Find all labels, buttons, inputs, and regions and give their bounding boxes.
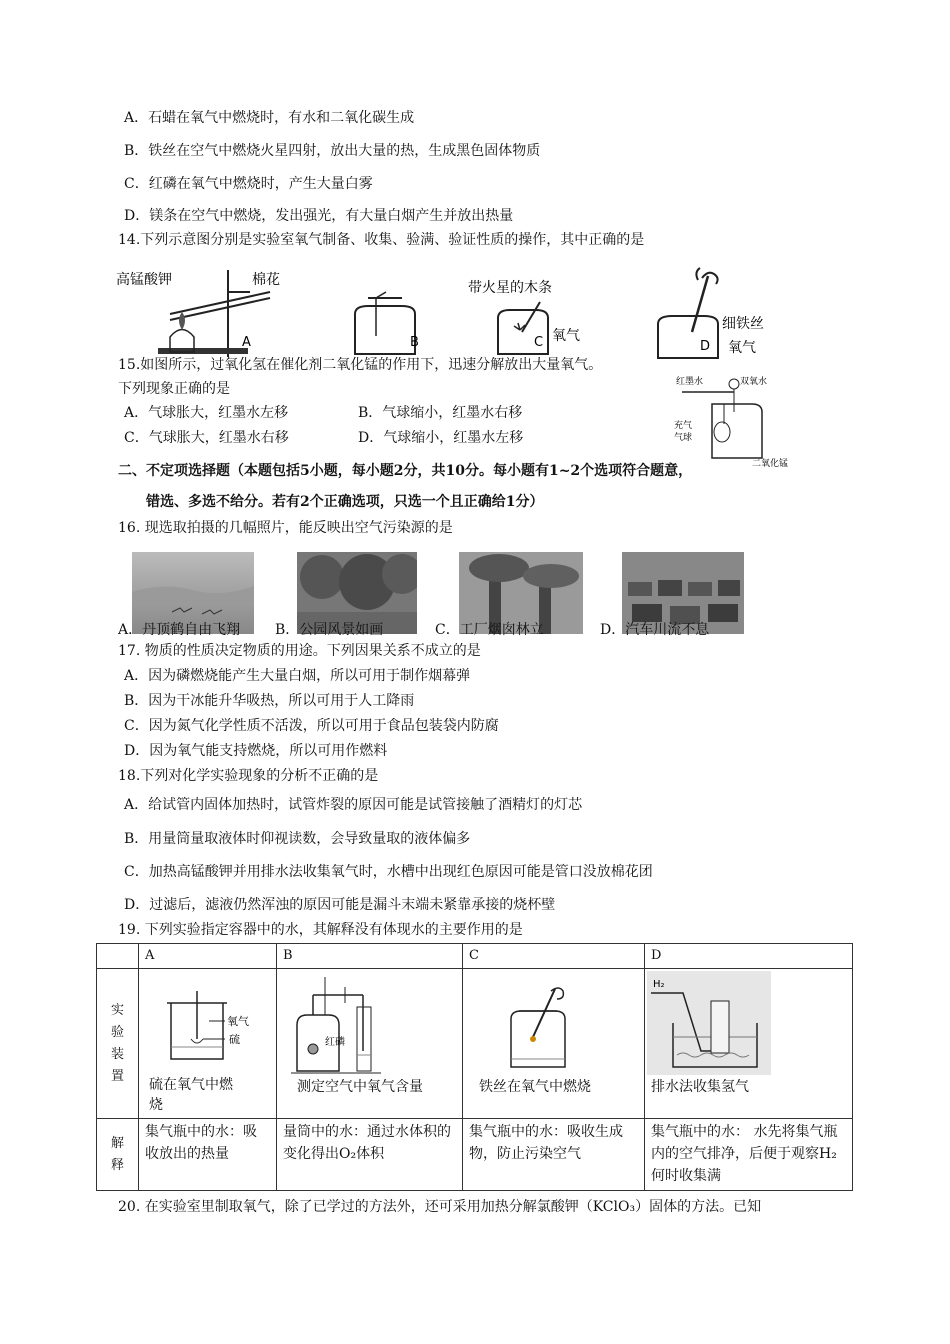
q15-label-mno2: 二氧化锰 [752, 459, 789, 468]
q18-option-b: B．用量筒量取液体时仰视读数，会导致量取的液体偏多 [124, 831, 471, 847]
q14-label-gmsj: 高锰酸钾 [116, 272, 172, 288]
q19-explain-d: 集气瓶中的水： 水先将集气瓶内的空气排净，后便于观察H₂何时收集满 [645, 1119, 853, 1191]
q19-device-b-figure [285, 975, 455, 1075]
section2-heading-line2: 错选、多选不给分。若有2个正确选项，只选一个且正确给1分） [146, 494, 544, 510]
q19-caption-c: 铁丝在氧气中燃烧 [479, 1079, 591, 1095]
q19-caption-a-2: 烧 [149, 1097, 163, 1113]
q19-col-b: B [277, 944, 463, 969]
q19-label-liu: 硫 [229, 1033, 240, 1046]
q14-stem: 14.下列示意图分别是实验室氧气制备、收集、验满、验证性质的操作，其中正确的是 [118, 232, 645, 248]
q19-col-d: D [645, 944, 853, 969]
q20-stem: 20. 在实验室里制取氧气，除了已学过的方法外，还可采用加热分解氯酸钾（KClO₃）固体的方法。已知 [118, 1199, 762, 1215]
q19-device-d [645, 969, 853, 1119]
q19-explain-c: 集气瓶中的水：吸收生成物，防止污染空气 [463, 1119, 645, 1191]
q19-label-honglin: 红磷 [325, 1037, 345, 1048]
q14-label-mianhua: 棉花 [252, 272, 280, 288]
q19-device-a [139, 969, 277, 1119]
q18-option-a: A．给试管内固体加热时，试管炸裂的原因可能是试管接触了酒精灯的灯芯 [124, 797, 583, 813]
q19-head-empty [97, 944, 139, 969]
q19-row-explain-head: 解释 [97, 1119, 139, 1191]
q15-label-hongmoshui: 红墨水 [676, 377, 704, 387]
q17-option-b: B．因为干冰能升华吸热，所以可用于人工降雨 [124, 693, 415, 709]
q14-label-d: D [700, 339, 711, 354]
q19-device-b [277, 969, 463, 1119]
q15-balloon-figure [672, 372, 792, 468]
q19-stem: 19. 下列实验指定容器中的水，其解释没有体现水的主要作用的是 [118, 922, 523, 938]
q16-caption-a: A．丹顶鹤自由飞翔 [118, 622, 241, 638]
q16-caption-d: D．汽车川流不息 [600, 622, 710, 638]
q16-caption-c: C．工厂烟囱林立 [435, 622, 544, 638]
q17-option-a: A．因为磷燃烧能产生大量白烟，所以可用于制作烟幕弹 [124, 668, 471, 684]
q16-stem: 16. 现选取拍摄的几幅照片，能反映出空气污染源的是 [118, 520, 453, 536]
q19-device-c-figure [493, 983, 613, 1073]
q14-label-daihuoxing: 带火星的木条 [468, 280, 552, 296]
section2-heading-line1: 二、不定项选择题（本题包括5小题，每小题2分，共10分。每小题有1~2个选项符合题意， [118, 463, 693, 479]
q15-sub: 下列现象正确的是 [118, 381, 230, 397]
q18-option-d: D．过滤后，滤液仍然浑浊的原因可能是漏斗末端未紧靠承接的烧杯壁 [124, 897, 556, 913]
q19-caption-a-1: 硫在氧气中燃 [149, 1077, 233, 1093]
q19-label-yangqi: 氧气 [227, 1015, 249, 1028]
q14-label-c: C [534, 335, 544, 350]
q14-label-b: B [410, 335, 419, 350]
q19-caption-d: 排水法收集氢气 [651, 1079, 749, 1095]
q14-apparatus-figure [110, 262, 830, 362]
q15-option-a: A．气球胀大，红墨水左移 [124, 405, 289, 421]
q15-option-c: C．气球胀大，红墨水右移 [124, 430, 289, 446]
q19-device-a-figure [157, 983, 281, 1069]
q15-label-chongqi: 充气 [674, 421, 693, 431]
q18-option-c: C．加热高锰酸钾并用排水法收集氧气时，水槽中出现红色原因可能是管口没放棉花团 [124, 864, 653, 880]
q19-table [96, 943, 853, 1191]
q15-stem: 15.如图所示，过氧化氢在催化剂二氧化锰的作用下，迅速分解放出大量氧气。 [118, 357, 603, 373]
q19-label-h2: H₂ [653, 979, 665, 990]
q15-label-shuangyangshui: 双氧水 [740, 377, 768, 387]
q19-explain-b: 量筒中的水：通过水体积的变化得出O₂体积 [277, 1119, 463, 1191]
q15-label-qiqiu: 气球 [674, 433, 693, 443]
q14-label-yangqi-c: 氧气 [552, 328, 580, 344]
q14-label-a: A [242, 335, 251, 350]
q15-option-d: D．气球缩小，红墨水左移 [358, 430, 524, 446]
q14-label-yangqi-d: 氧气 [728, 340, 756, 356]
q13-option-b: B．铁丝在空气中燃烧火星四射，放出大量的热，生成黑色固体物质 [124, 143, 541, 159]
q19-row-device-head: 实验装置 [97, 969, 139, 1119]
q19-device-d-figure [647, 971, 771, 1075]
q16-caption-b: B．公园风景如画 [275, 622, 384, 638]
q19-device-c [463, 969, 645, 1119]
q13-option-d: D．镁条在空气中燃烧，发出强光，有大量白烟产生并放出热量 [124, 208, 514, 224]
q19-explain-a: 集气瓶中的水：吸收放出的热量 [139, 1119, 277, 1191]
q14-label-xitiesi: 细铁丝 [722, 316, 764, 332]
q13-option-c: C．红磷在氧气中燃烧时，产生大量白雾 [124, 176, 373, 192]
q17-option-d: D．因为氧气能支持燃烧，所以可用作燃料 [124, 743, 388, 759]
q15-option-b: B．气球缩小，红墨水右移 [358, 405, 523, 421]
q17-stem: 17. 物质的性质决定物质的用途。下列因果关系不成立的是 [118, 643, 481, 659]
q19-caption-b: 测定空气中氧气含量 [297, 1079, 423, 1095]
q19-col-a: A [139, 944, 277, 969]
q18-stem: 18.下列对化学实验现象的分析不正确的是 [118, 768, 379, 784]
q19-col-c: C [463, 944, 645, 969]
q17-option-c: C．因为氮气化学性质不活泼，所以可用于食品包装袋内防腐 [124, 718, 499, 734]
q13-option-a: A．石蜡在氧气中燃烧时，有水和二氧化碳生成 [124, 110, 415, 126]
